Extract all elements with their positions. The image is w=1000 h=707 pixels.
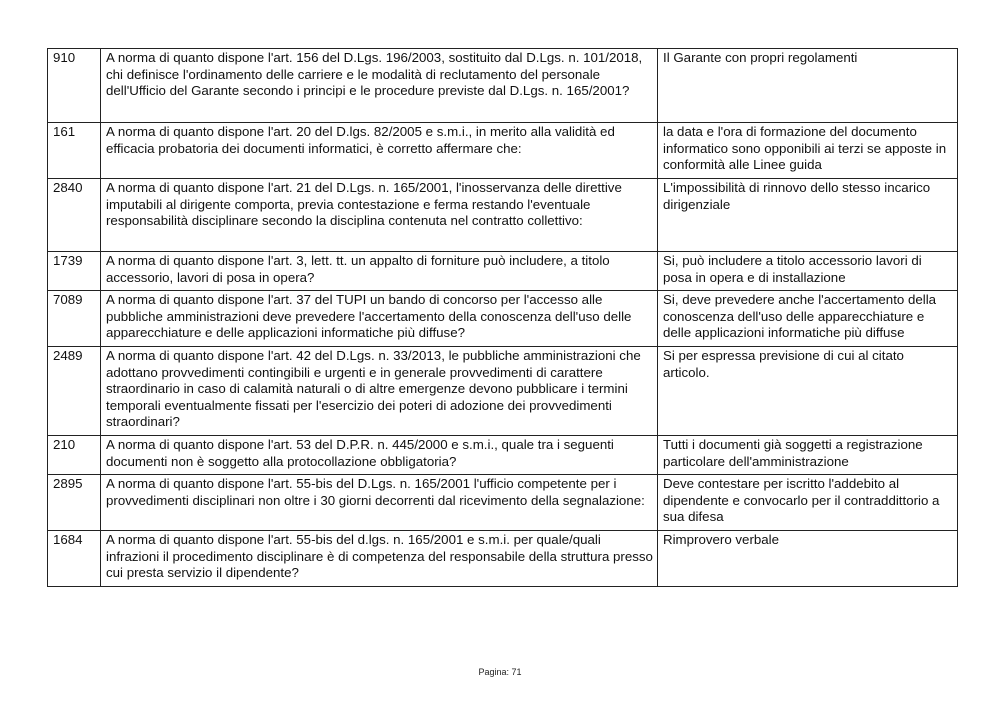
table-row bbox=[48, 347, 958, 436]
answer-text: Tutti i documenti già soggetti a registrazione particolare dell'amministrazione bbox=[658, 436, 958, 475]
answer-text: Si, può includere a titolo accessorio lavori di posa in opera e di installazione bbox=[658, 252, 958, 291]
table-row bbox=[48, 531, 958, 587]
question-id: 1739 bbox=[48, 252, 101, 291]
question-id: 1684 bbox=[48, 531, 101, 587]
question-id: 2895 bbox=[48, 475, 101, 531]
answer-text: Si, deve prevedere anche l'accertamento della conoscenza dell'uso delle apparecchiature e delle applicazioni informatiche più diffuse bbox=[658, 291, 958, 347]
table-row bbox=[48, 179, 958, 252]
question-text: A norma di quanto dispone l'art. 20 del D.lgs. 82/2005 e s.m.i., in merito alla validità ed efficacia probatoria dei documenti informatici, è corretto affermare che: bbox=[101, 123, 658, 179]
question-text: A norma di quanto dispone l'art. 3, lett. tt. un appalto di forniture può includere, a titolo accessorio, lavori di posa in opera? bbox=[101, 252, 658, 291]
question-id: 2489 bbox=[48, 347, 101, 436]
question-id: 910 bbox=[48, 49, 101, 123]
answer-text: L'impossibilità di rinnovo dello stesso incarico dirigenziale bbox=[658, 179, 958, 252]
question-text: A norma di quanto dispone l'art. 37 del TUPI un bando di concorso per l'accesso alle pubbliche amministrazioni deve prevedere l'accertamento della conoscenza dell'uso delle apparecchiature e delle applicazioni informatiche più diffuse? bbox=[101, 291, 658, 347]
table-row bbox=[48, 475, 958, 531]
table-row bbox=[48, 123, 958, 179]
question-text: A norma di quanto dispone l'art. 42 del D.Lgs. n. 33/2013, le pubbliche amministrazioni che adottano provvedimenti contingibili e urgenti e in generale provvedimenti di carattere straordinario in caso di calamità naturali o di altre emergenze devono pubblicare i termini temporali eventualmente fissati per l'esercizio dei poteri di adozione dei provvedimenti straordinari? bbox=[101, 347, 658, 436]
answer-text: Il Garante con propri regolamenti bbox=[658, 49, 958, 123]
answer-text: Deve contestare per iscritto l'addebito al dipendente e convocarlo per il contraddittorio a sua difesa bbox=[658, 475, 958, 531]
question-id: 2840 bbox=[48, 179, 101, 252]
table-row bbox=[48, 49, 958, 123]
question-text: A norma di quanto dispone l'art. 55-bis del d.lgs. n. 165/2001 e s.m.i. per quale/quali infrazioni il procedimento disciplinare è di competenza del responsabile della struttura presso cui presta servizio il dipendente? bbox=[101, 531, 658, 587]
answer-text: Rimprovero verbale bbox=[658, 531, 958, 587]
questions-table-body bbox=[48, 49, 958, 587]
table-row bbox=[48, 291, 958, 347]
question-id: 7089 bbox=[48, 291, 101, 347]
question-text: A norma di quanto dispone l'art. 21 del D.Lgs. n. 165/2001, l'inosservanza delle direttive imputabili al dirigente comporta, previa contestazione e ferma restando l'eventuale responsabilità disciplinare secondo la disciplina contenuta nel contratto collettivo: bbox=[101, 179, 658, 252]
questions-table bbox=[47, 48, 958, 587]
question-text: A norma di quanto dispone l'art. 156 del D.Lgs. 196/2003, sostituito dal D.Lgs. n. 101/2018, chi definisce l'ordinamento delle carriere e le modalità di reclutamento del personale dell'Ufficio del Garante secondo i principi e le procedure previste dal D.Lgs. n. 165/2001? bbox=[101, 49, 658, 123]
answer-text: Si per espressa previsione di cui al citato articolo. bbox=[658, 347, 958, 436]
table-row bbox=[48, 252, 958, 291]
table-row bbox=[48, 436, 958, 475]
question-text: A norma di quanto dispone l'art. 53 del D.P.R. n. 445/2000 e s.m.i., quale tra i seguenti documenti non è soggetto alla protocollazione obbligatoria? bbox=[101, 436, 658, 475]
question-id: 210 bbox=[48, 436, 101, 475]
question-text: A norma di quanto dispone l'art. 55-bis del D.Lgs. n. 165/2001 l'ufficio competente per i provvedimenti disciplinari non oltre i 30 giorni decorrenti dal ricevimento della segnalazione: bbox=[101, 475, 658, 531]
page-number: Pagina: 71 bbox=[478, 667, 522, 677]
question-id: 161 bbox=[48, 123, 101, 179]
answer-text: la data e l'ora di formazione del documento informatico sono opponibili ai terzi se apposte in conformità alle Linee guida bbox=[658, 123, 958, 179]
